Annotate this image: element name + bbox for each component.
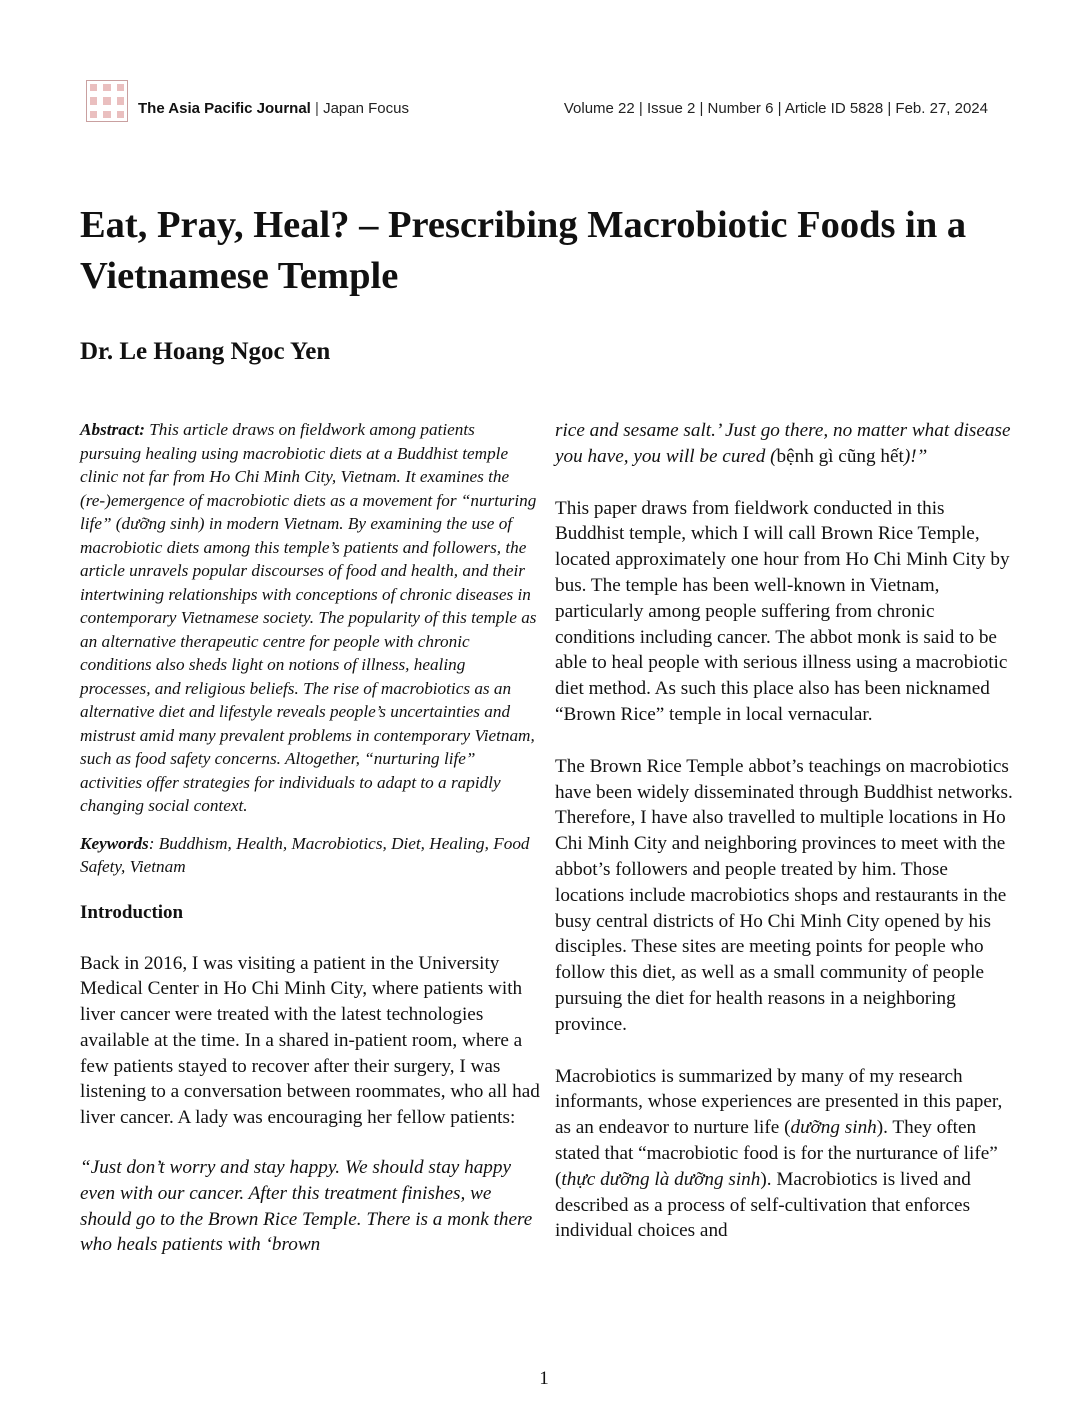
journal-subtitle: Japan Focus xyxy=(323,100,409,117)
abstract-label: Abstract: xyxy=(80,420,145,439)
journal-separator: | xyxy=(310,100,324,117)
quote-text-b: )!” xyxy=(903,445,928,467)
article-author: Dr. Le Hoang Ngoc Yen xyxy=(80,338,331,365)
journal-title: The Asia Pacific Journal xyxy=(138,100,311,117)
abstract-text: This article draws on fieldwork among patients pursuing healing using macrobiotic diets at a Buddhist temple clinic not far from Ho Chi Minh City, Vietnam. It examines the (re-)emergence of macrobiotic diets as a movement for “nurturing life” (dưỡng sinh) in modern Vietnam. By examining the use of macrobiotic diets among this temple’s patients and followers, the article unravels popular discourses of food and health, and their intertwining relationships with conceptions of chronic diseases in contemporary Vietnamese society. The popularity of this temple as an alternative therapeutic centre for people with chronic conditions also sheds light on notions of illness, healing processes, and religious beliefs. The rise of macrobiotics as an alternative diet and lifestyle reveals people’s uncertainties and mistrust amid many prevalent problems in contemporary Vietnam, such as food safety concerns. Altogether, “nurturing life” activities offer strategies for individuals to adapt to a rapidly changing social context. xyxy=(80,420,537,815)
quote-text-a: rice and sesame salt.’ Just go there, no matter what disease you have, you will be cured ( xyxy=(555,420,1011,467)
right-column xyxy=(555,418,1015,1244)
quote-vietnamese: bệnh gì cũng hết xyxy=(776,445,904,467)
page-number: 1 xyxy=(539,1368,549,1389)
p4-term-1: dưỡng sinh xyxy=(790,1117,877,1139)
intro-paragraph-1: Back in 2016, I was visiting a patient in the University Medical Center in Ho Chi Minh City, where patients with liver cancer were treated with the latest technologies available at the time. In a shared in-patient room, where a few patients stayed to recover after their surgery, I was listening to a conversation between roommates, who all had liver cancer. A lady was encouraging her fellow patients: xyxy=(80,952,540,1129)
quote-part-2 xyxy=(555,418,1015,470)
left-column xyxy=(80,418,540,1258)
journal-logo-icon xyxy=(86,80,128,122)
p4-text-a: Macrobiotics is summarized by many of my research informants, whose experiences are presented in this paper, as an endeavor to nurture life ( xyxy=(555,1065,1003,1139)
p4-text-c: ). Macrobiotics is lived and described as a process of self-cultivation that enforces individual choices and xyxy=(555,1168,971,1242)
intro-paragraph-3: The Brown Rice Temple abbot’s teachings on macrobiotics have been widely disseminated through Buddhist networks. Therefore, I have also travelled to multiple locations in Ho Chi Minh City and neighboring provinces to meet with the abbot’s followers and people treated by him. Those locations include macrobiotics shops and restaurants in the busy central districts of Ho Chi Minh City opened by his disciples. These sites are meeting points for people who follow this diet, as well as a small community of people pursuing the diet for health reasons in a neighboring province. xyxy=(555,755,1013,1035)
keywords-label: Keywords xyxy=(80,833,149,853)
journal-name xyxy=(138,100,409,117)
abstract xyxy=(80,418,540,818)
p4-text-b: ). They often stated that “macrobiotic food is for the nurturance of life” ( xyxy=(555,1117,998,1190)
quote-part-1: “Just don’t worry and stay happy. We should stay happy even with our cancer. After this treatment finishes, we should go to the Brown Rice Temple. There is a monk there who heals patients with ‘brown xyxy=(80,1157,533,1256)
intro-paragraph-2: This paper draws from fieldwork conducted in this Buddhist temple, which I will call Brown Rice Temple, located approximately one hour from Ho Chi Minh City by bus. The temple has been well-known in Vietnam, particularly among people suffering from chronic conditions including cancer. The abbot monk is said to be able to heal people with serious illness using a macrobiotic diet method. As such this place also has been nicknamed “Brown Rice” temple in local vernacular. xyxy=(555,497,1010,725)
p4-term-2: thực dưỡng là dưỡng sinh xyxy=(561,1168,761,1190)
article-title: Eat, Pray, Heal? – Prescribing Macrobiotic Foods in a Vietnamese Temple xyxy=(80,204,967,297)
section-heading-introduction: Introduction xyxy=(80,901,184,923)
journal-header xyxy=(86,80,986,124)
issue-info: Volume 22 | Issue 2 | Number 6 | Article ID 5828 | Feb. 27, 2024 xyxy=(563,100,988,117)
keywords-text: : Buddhism, Health, Macrobiotics, Diet, Healing, Food Safety, Vietnam xyxy=(80,833,530,876)
keywords xyxy=(80,832,540,879)
intro-paragraph-4 xyxy=(555,1064,1015,1245)
